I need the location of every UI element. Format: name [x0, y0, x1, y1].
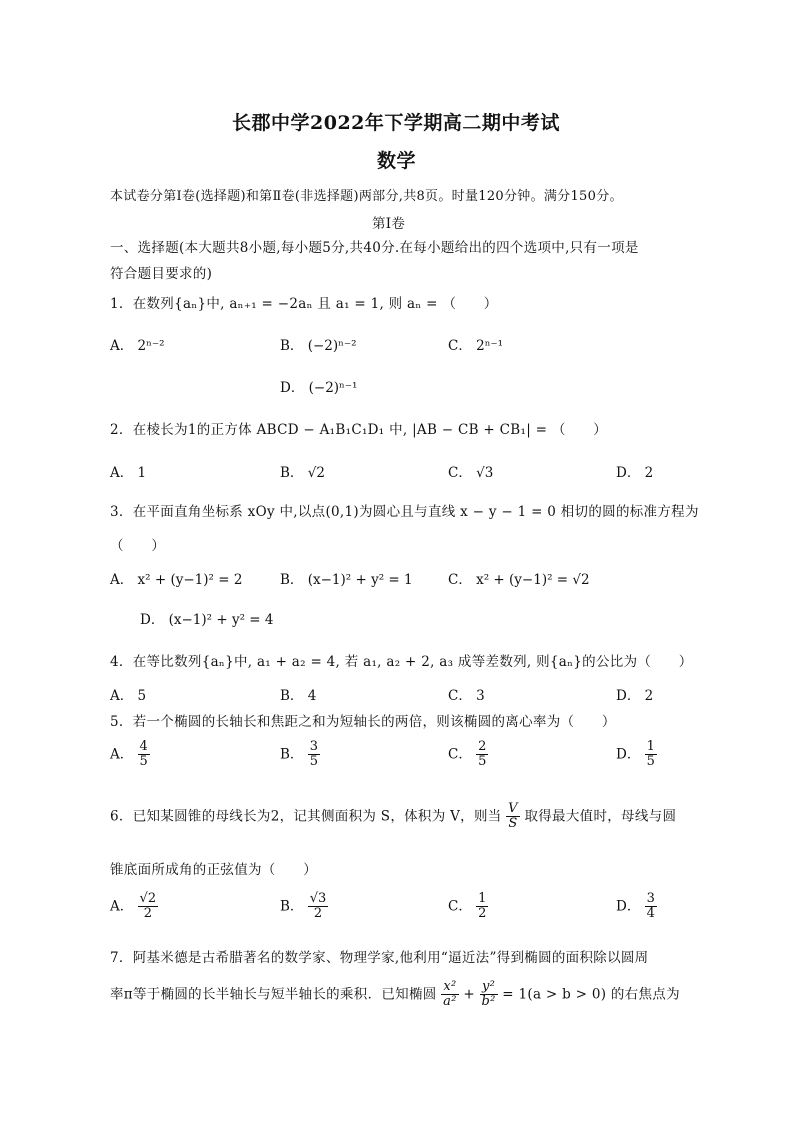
q4-option-b: B． 4	[280, 688, 317, 704]
subject-title: 数学	[377, 150, 417, 172]
q6-a-fraction: $\frac{√2}{2}$	[139, 891, 157, 922]
q3-option-a: A． x² + (y−1)² = 2	[110, 572, 243, 588]
q4-option-c: C． 3	[448, 688, 485, 704]
q2-option-d: D． 2	[616, 465, 654, 481]
q1-option-d: D． (−2)ⁿ⁻¹	[280, 380, 358, 396]
q2-option-b: B． √2	[280, 465, 325, 481]
q5-a-fraction: $\frac{4}{5}$	[139, 739, 148, 770]
q5-option-d	[616, 740, 657, 770]
q5-option-a	[110, 740, 150, 770]
section-heading: 一、选择题(本大题共8小题,每小题5分,共40分.在每小题给出的四个选项中,只有一项是	[110, 240, 639, 256]
q3-option-c: C． x² + (y−1)² = √2	[448, 572, 590, 588]
exam-intro: 本试卷分第Ⅰ卷(选择题)和第Ⅱ卷(非选择题)两部分,共8页。时量120分钟。满分150分。	[110, 189, 623, 204]
q1-option-b: B． (−2)ⁿ⁻²	[280, 338, 357, 354]
section-heading-cont: 符合题目要求的)	[110, 266, 213, 282]
q5-d-label: D．	[616, 746, 641, 763]
q7-x-fraction: $\frac{\text{x²}}{\text{a²}}$	[443, 979, 457, 1010]
q6-c-fraction: $\frac{1}{2}$	[478, 891, 487, 922]
q2-option-c: C． √3	[448, 465, 494, 481]
q5-d-fraction: $\frac{1}{5}$	[646, 739, 655, 770]
q4-option-d: D． 2	[616, 688, 654, 704]
volume-label: 第Ⅰ卷	[372, 216, 406, 232]
question-4-stem: 4．在等比数列{aₙ}中, a₁ + a₂ = 4, 若 a₁, a₂ + 2, a₃ 成等差数列, 则{aₙ}的公比为（ ）	[110, 654, 693, 670]
question-3-stem-cont: （ ）	[110, 538, 166, 554]
exam-title: 长郡中学2022年下学期高二期中考试	[232, 112, 560, 134]
q6-c-label: C．	[448, 898, 472, 915]
q4-option-a: A． 5	[110, 688, 147, 704]
q6-option-d	[616, 892, 657, 922]
question-7-stem-cont: 率π等于椭圆的长半轴长与短半轴长的乘积．已知椭圆 $\frac{\text{x²}}{\text{a²}}$ + $\frac{\text{y²}}{\text{b²}}$ = 1(a > b > 0) 的右焦点为	[110, 979, 680, 1010]
question-3-stem: 3．在平面直角坐标系 xOy 中,以点(0,1)为圆心且与直线 x − y − 1 = 0 相切的圆的标准方程为	[110, 504, 699, 520]
q5-b-label: B．	[280, 746, 304, 763]
q5-option-c	[448, 740, 488, 770]
q3-option-d: D． (x−1)² + y² = 4	[140, 612, 274, 628]
q6-option-a	[110, 892, 158, 922]
q2-option-a: A． 1	[110, 465, 147, 481]
question-1-stem: 1．在数列{aₙ}中, aₙ₊₁ = −2aₙ 且 a₁ = 1, 则 aₙ = （ ）	[110, 296, 498, 312]
q3-option-b: B． (x−1)² + y² = 1	[280, 572, 413, 588]
q6-a-label: A．	[110, 898, 134, 915]
question-6-stem: 6．已知某圆锥的母线长为2，记其侧面积为 S，体积为 V，则当 $\frac{V}{S}$ 取得最大值时，母线与圆	[110, 801, 677, 832]
q6-option-b	[280, 892, 328, 922]
q6-b-fraction: $\frac{√3}{2}$	[309, 891, 327, 922]
q5-a-label: A．	[110, 746, 134, 763]
q1-option-a: A． 2ⁿ⁻²	[110, 338, 165, 354]
q1-option-c: C． 2ⁿ⁻¹	[448, 338, 504, 354]
q5-c-fraction: $\frac{2}{5}$	[478, 739, 487, 770]
q6-d-label: D．	[616, 898, 641, 915]
q7-y-fraction: $\frac{\text{y²}}{\text{b²}}$	[481, 979, 496, 1010]
q6-option-c	[448, 892, 488, 922]
q6-ratio-fraction: $\frac{V}{S}$	[508, 801, 518, 832]
question-6-stem-cont: 锥底面所成角的正弦值为（ ）	[110, 862, 317, 878]
q5-c-label: C．	[448, 746, 472, 763]
question-2-stem: 2．在棱长为1的正方体 ABCD − A₁B₁C₁D₁ 中, |AB − CB + CB₁| = （ ）	[110, 422, 608, 438]
question-7-stem: 7．阿基米德是古希腊著名的数学家、物理学家,他利用“逼近法”得到椭圆的面积除以圆周	[110, 950, 649, 966]
q5-b-fraction: $\frac{3}{5}$	[309, 739, 318, 770]
q6-b-label: B．	[280, 898, 304, 915]
q6-d-fraction: $\frac{3}{4}$	[646, 891, 655, 922]
q5-option-b	[280, 740, 320, 770]
question-5-stem: 5．若一个椭圆的长轴长和焦距之和为短轴长的两倍，则该椭圆的离心率为（ ）	[110, 714, 616, 730]
